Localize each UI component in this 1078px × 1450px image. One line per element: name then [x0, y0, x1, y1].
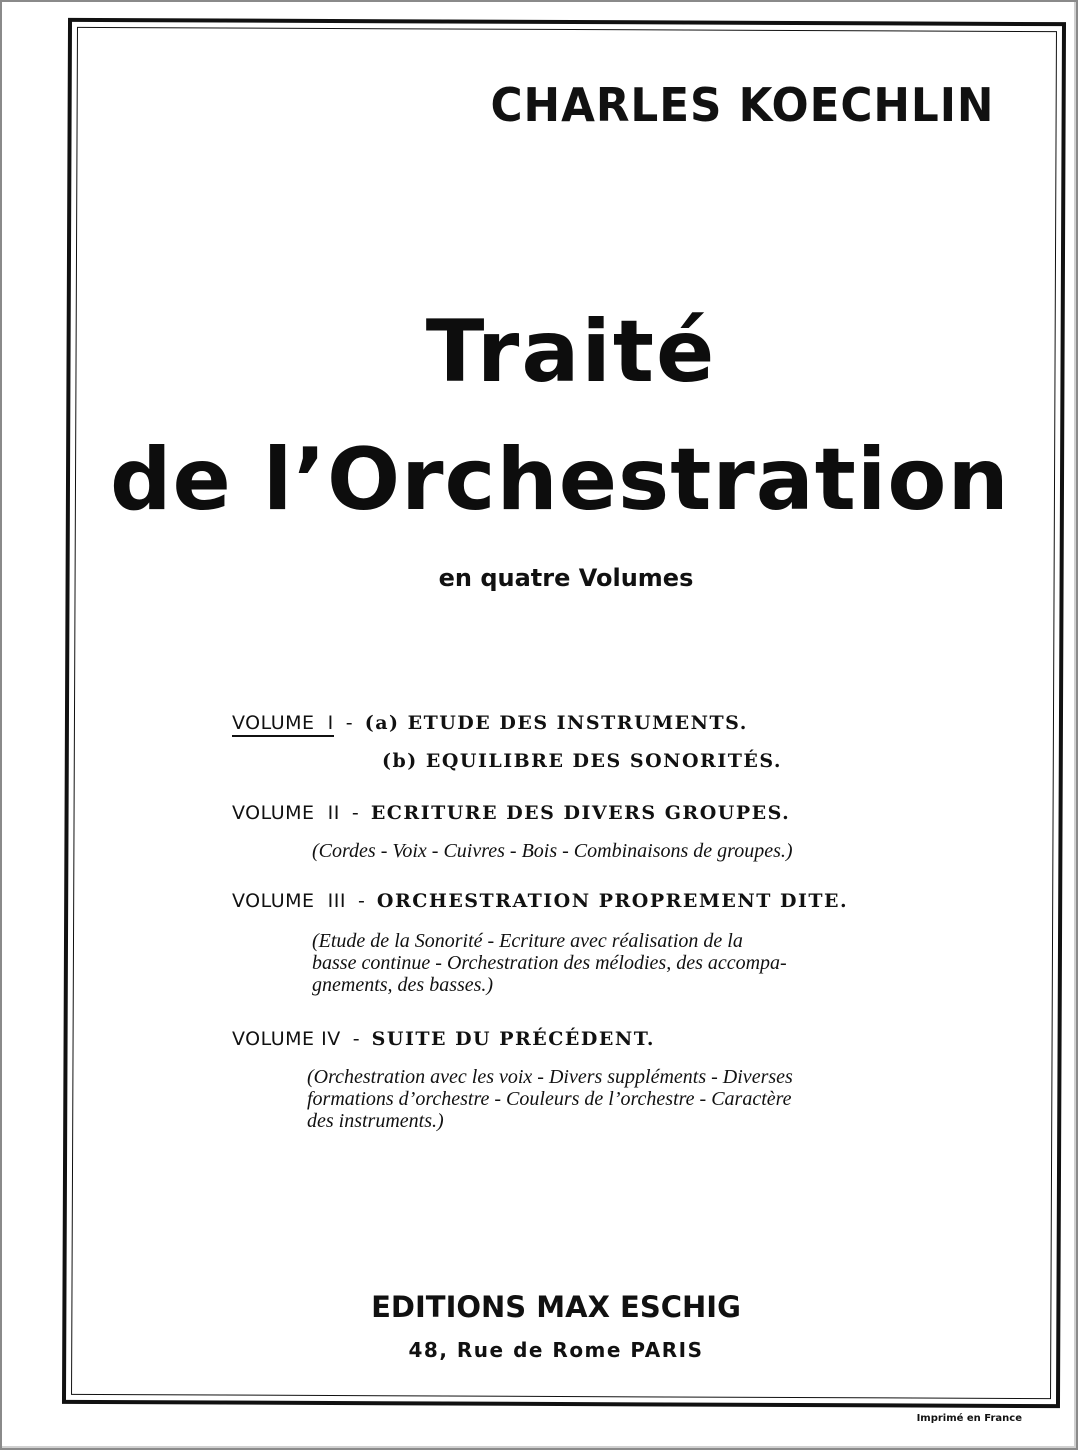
volume-3-description-line: gnements, des basses.)	[312, 974, 494, 996]
volume-3	[232, 890, 848, 912]
title-line-1: Traité	[425, 302, 717, 402]
volume-3-description-line: basse continue - Orchestration des mélodies, des accompa-	[312, 952, 787, 974]
document-page	[2, 2, 1076, 1448]
volume-4-label: VOLUME IV	[232, 1028, 341, 1050]
volume-4-description	[307, 1066, 793, 1132]
volume-3-heading: ORCHESTRATION PROPREMENT DITE.	[376, 890, 849, 912]
volume-2-label: VOLUME II	[232, 802, 340, 824]
subtitle: en quatre Volumes	[438, 564, 694, 592]
volume-4-heading: SUITE DU PRÉCÉDENT.	[371, 1028, 656, 1050]
volume-4-description-line: formations d’orchestre - Couleurs de l’orchestre - Caractère	[307, 1088, 792, 1110]
volume-3-description-line: (Etude de la Sonorité - Ecriture avec réalisation de la	[312, 930, 743, 952]
author-name: CHARLES KOECHLIN	[490, 78, 994, 132]
volume-2-description: (Cordes - Voix - Cuivres - Bois - Combinaisons de groupes.)	[312, 840, 793, 862]
publisher-name: EDITIONS MAX ESCHIG	[371, 1290, 741, 1324]
title-line-2: de l’Orchestration	[110, 430, 1010, 530]
volume-1-label: VOLUME I	[232, 712, 334, 737]
volume-1-part-a: (a) ETUDE DES INSTRUMENTS.	[364, 712, 748, 734]
volume-3-separator: -	[358, 890, 365, 912]
publisher-address: 48, Rue de Rome PARIS	[408, 1338, 704, 1362]
volume-1	[232, 712, 748, 737]
volume-4-description-line: des instruments.)	[307, 1110, 444, 1132]
volume-2-heading: ECRITURE DES DIVERS GROUPES.	[370, 802, 791, 824]
imprint-note: Imprimé en France	[916, 1413, 1022, 1424]
volume-1-separator: -	[345, 712, 353, 734]
volume-2-separator: -	[351, 802, 359, 824]
volume-1-part-b: (b) EQUILIBRE DES SONORITÉS.	[382, 750, 783, 772]
volume-4	[232, 1028, 655, 1050]
volume-3-description	[312, 930, 787, 996]
volume-4-separator: -	[352, 1028, 360, 1050]
volume-3-label: VOLUME III	[232, 890, 346, 912]
volume-2	[232, 802, 790, 824]
volume-4-description-line: (Orchestration avec les voix - Divers suppléments - Diverses	[307, 1066, 793, 1088]
